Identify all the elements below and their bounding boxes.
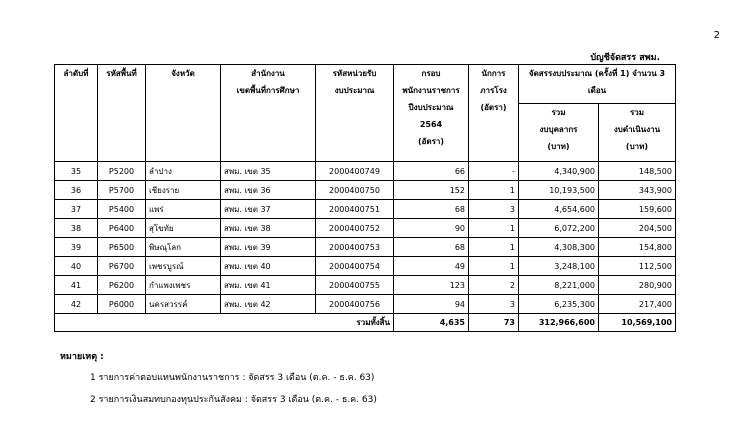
cell-personnel: 6,235,300 xyxy=(519,295,599,314)
cell-office: สพม. เขต 42 xyxy=(221,295,316,314)
cell-operating: 280,900 xyxy=(599,276,676,295)
header-allocation-group: จัดสรรงบประมาณ (ครั้งที่ 1) จำนวน 3 เดือน xyxy=(519,65,676,104)
table-row xyxy=(55,162,676,181)
cell-quota: 123 xyxy=(394,276,469,295)
cell-janitor: 1 xyxy=(469,257,519,276)
cell-seq: 42 xyxy=(55,295,98,314)
header-office: สำนักงาน เขตพื้นที่การศึกษา xyxy=(221,65,316,162)
total-janitor: 73 xyxy=(469,314,519,332)
header-province: จังหวัด xyxy=(146,65,221,162)
cell-unit-code: 2000400752 xyxy=(316,219,394,238)
cell-personnel: 3,248,100 xyxy=(519,257,599,276)
cell-area-code: P6500 xyxy=(98,238,146,257)
table-row xyxy=(55,181,676,200)
cell-operating: 204,500 xyxy=(599,219,676,238)
cell-personnel: 10,193,500 xyxy=(519,181,599,200)
cell-office: สพม. เขต 40 xyxy=(221,257,316,276)
cell-province: สุโขทัย xyxy=(146,219,221,238)
cell-seq: 39 xyxy=(55,238,98,257)
header-area-code: รหัสพื้นที่ xyxy=(98,65,146,162)
cell-province: ลำปาง xyxy=(146,162,221,181)
cell-operating: 112,500 xyxy=(599,257,676,276)
cell-office: สพม. เขต 36 xyxy=(221,181,316,200)
page-number: 2 xyxy=(713,30,720,41)
cell-janitor: 2 xyxy=(469,276,519,295)
cell-personnel: 8,221,000 xyxy=(519,276,599,295)
table-row xyxy=(55,257,676,276)
cell-janitor: 1 xyxy=(469,181,519,200)
cell-province: นครสวรรค์ xyxy=(146,295,221,314)
cell-operating: 343,900 xyxy=(599,181,676,200)
remarks-title: หมายเหตุ : xyxy=(60,352,104,362)
cell-janitor: 3 xyxy=(469,200,519,219)
cell-area-code: P6400 xyxy=(98,219,146,238)
cell-seq: 41 xyxy=(55,276,98,295)
cell-office: สพม. เขต 39 xyxy=(221,238,316,257)
cell-area-code: P6000 xyxy=(98,295,146,314)
cell-operating: 159,600 xyxy=(599,200,676,219)
cell-personnel: 4,308,300 xyxy=(519,238,599,257)
header-personnel-total: รวม งบบุคลากร (บาท) xyxy=(519,104,599,162)
cell-quota: 66 xyxy=(394,162,469,181)
cell-operating: 154,800 xyxy=(599,238,676,257)
cell-janitor: 1 xyxy=(469,219,519,238)
cell-quota: 90 xyxy=(394,219,469,238)
table-row xyxy=(55,238,676,257)
cell-quota: 68 xyxy=(394,238,469,257)
cell-unit-code: 2000400756 xyxy=(316,295,394,314)
table-row xyxy=(55,295,676,314)
cell-seq: 40 xyxy=(55,257,98,276)
cell-area-code: P5200 xyxy=(98,162,146,181)
cell-province: กำแพงเพชร xyxy=(146,276,221,295)
cell-area-code: P6200 xyxy=(98,276,146,295)
cell-seq: 36 xyxy=(55,181,98,200)
cell-province: พิษณุโลก xyxy=(146,238,221,257)
remark-note-1: 1 รายการค่าตอบแทนพนักงานราชการ : จัดสรร 3 เดือน (ต.ค. - ธ.ค. 63) xyxy=(90,373,375,383)
total-quota: 4,635 xyxy=(394,314,469,332)
cell-office: สพม. เขต 41 xyxy=(221,276,316,295)
cell-unit-code: 2000400754 xyxy=(316,257,394,276)
cell-office: สพม. เขต 35 xyxy=(221,162,316,181)
cell-seq: 35 xyxy=(55,162,98,181)
cell-office: สพม. เขต 37 xyxy=(221,200,316,219)
cell-unit-code: 2000400755 xyxy=(316,276,394,295)
table-body xyxy=(55,162,676,314)
header-janitor: นักการ ภารโรง (อัตรา) xyxy=(469,65,519,162)
table-row xyxy=(55,200,676,219)
total-label: รวมทั้งสิ้น xyxy=(55,314,394,332)
cell-office: สพม. เขต 38 xyxy=(221,219,316,238)
cell-seq: 37 xyxy=(55,200,98,219)
cell-operating: 148,500 xyxy=(599,162,676,181)
cell-quota: 152 xyxy=(394,181,469,200)
cell-unit-code: 2000400751 xyxy=(316,200,394,219)
allocation-table xyxy=(54,64,676,332)
cell-area-code: P5700 xyxy=(98,181,146,200)
total-personnel: 312,966,600 xyxy=(519,314,599,332)
cell-area-code: P6700 xyxy=(98,257,146,276)
cell-janitor: 1 xyxy=(469,238,519,257)
cell-unit-code: 2000400753 xyxy=(316,238,394,257)
header-quota: กรอบ พนักงานราชการ ปีงบประมาณ 2564 (อัตรา) xyxy=(394,65,469,162)
cell-operating: 217,400 xyxy=(599,295,676,314)
remarks xyxy=(60,349,377,415)
table-row xyxy=(55,219,676,238)
table-row xyxy=(55,276,676,295)
header-budget-unit-code: รหัสหน่วยรับ งบประมาณ xyxy=(316,65,394,162)
header-seq: ลำดับที่ xyxy=(55,65,98,162)
document-label: บัญชีจัดสรร สพม. xyxy=(590,53,660,63)
cell-personnel: 4,654,600 xyxy=(519,200,599,219)
cell-personnel: 4,340,900 xyxy=(519,162,599,181)
cell-province: แพร่ xyxy=(146,200,221,219)
cell-quota: 94 xyxy=(394,295,469,314)
remark-note-2: 2 รายการเงินสมทบกองทุนประกันสังคม : จัดสรร 3 เดือน (ต.ค. - ธ.ค. 63) xyxy=(90,395,377,405)
total-operating: 10,569,100 xyxy=(599,314,676,332)
cell-seq: 38 xyxy=(55,219,98,238)
cell-unit-code: 2000400750 xyxy=(316,181,394,200)
cell-quota: 68 xyxy=(394,200,469,219)
cell-personnel: 6,072,200 xyxy=(519,219,599,238)
cell-quota: 49 xyxy=(394,257,469,276)
cell-province: เพชรบูรณ์ xyxy=(146,257,221,276)
cell-janitor: 3 xyxy=(469,295,519,314)
header-operating-total: รวม งบดำเนินงาน (บาท) xyxy=(599,104,676,162)
total-row xyxy=(55,314,676,332)
cell-area-code: P5400 xyxy=(98,200,146,219)
cell-janitor: - xyxy=(469,162,519,181)
cell-unit-code: 2000400749 xyxy=(316,162,394,181)
cell-province: เชียงราย xyxy=(146,181,221,200)
